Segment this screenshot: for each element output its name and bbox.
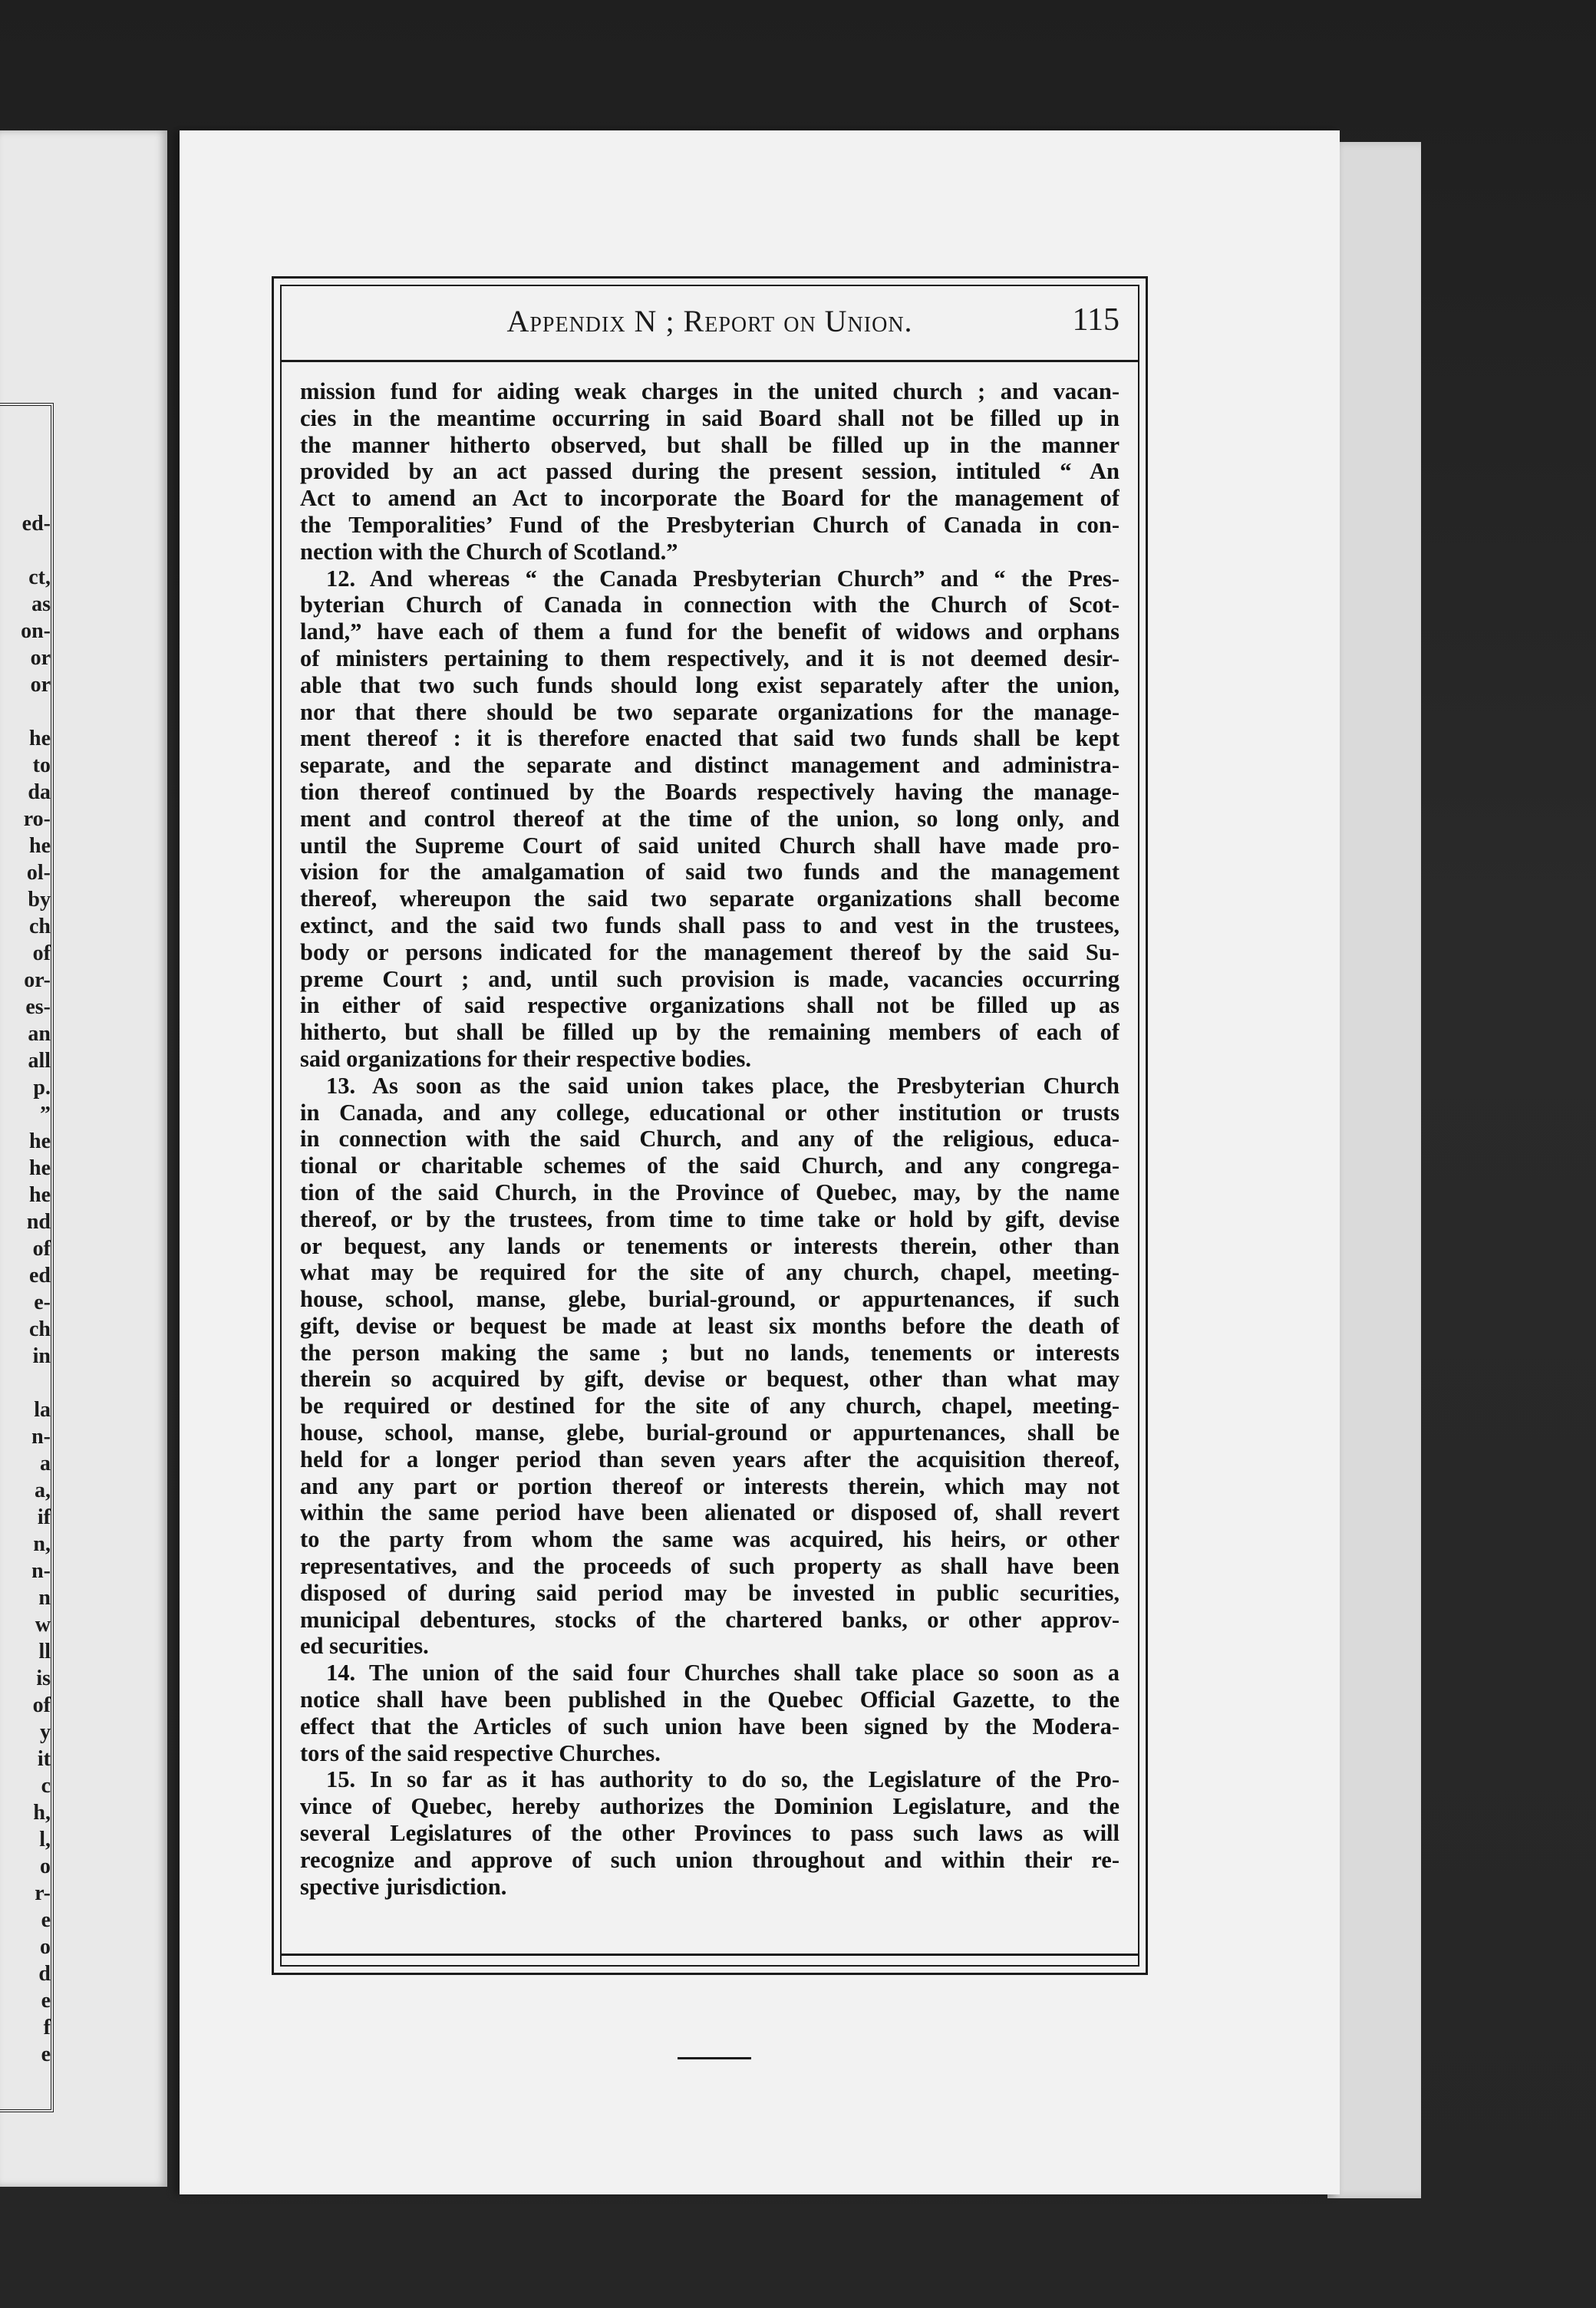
text-line: municipal debentures, stocks of the chartered banks, or other approv-: [300, 1606, 1120, 1633]
text-line: byterian Church of Canada in connection with the Church of Scot-: [300, 592, 1120, 618]
text-line: be required or destined for the site of any church, chapel, meeting-: [300, 1393, 1120, 1419]
fragment-line: he: [29, 727, 51, 750]
fragment-line: is: [36, 1667, 51, 1690]
text-line: effect that the Articles of such union have been signed by the Modera-: [300, 1713, 1120, 1739]
fragment-line: it: [37, 1747, 51, 1771]
text-line: tional or charitable schemes of the said Church, and any congrega-: [300, 1152, 1120, 1179]
fragment-line: if: [37, 1505, 51, 1529]
fragment-line: [6, 1370, 51, 1396]
text-line: hitherto, but shall be filled up by the remaining members of each of: [300, 1019, 1120, 1046]
text-line: house, school, manse, glebe, burial-ground or appurtenances, shall be: [300, 1419, 1120, 1446]
fragment-line: on-: [21, 619, 51, 643]
text-line: and any part or portion thereof or interests therein, which may not: [300, 1472, 1120, 1499]
text-line: representatives, and the proceeds of such property as shall have been: [300, 1553, 1120, 1580]
fragment-line: ”: [40, 1103, 51, 1126]
text-line: nection with the Church of Scotland.”: [300, 538, 678, 565]
text-line: tion of the said Church, in the Province of Quebec, may, by the name: [300, 1179, 1120, 1205]
text-line: in connection with the said Church, and any of the religious, educa-: [300, 1126, 1120, 1152]
fragment-line: an: [28, 1022, 51, 1046]
fragment-line: [6, 537, 51, 564]
fragment-line: e: [41, 1989, 51, 2013]
text-line: land,” have each of them a fund for the benefit of widows and orphans: [300, 618, 1120, 645]
text-line: cies in the meantime occurring in said Board shall not be filled up in: [300, 404, 1120, 431]
page-frame: [272, 276, 1148, 1975]
fragment-line: f: [43, 2016, 51, 2039]
text-line: notice shall have been published in the Quebec Official Gazette, to the: [300, 1686, 1120, 1713]
fragment-line: a: [40, 1452, 51, 1475]
page-header: [282, 286, 1138, 362]
fragment-line: he: [29, 1183, 51, 1207]
text-line: 13. As soon as the said union takes place, the Presbyterian Church: [326, 1072, 1120, 1099]
previous-page-text-fragments: [6, 510, 51, 2068]
body-text: [300, 378, 1120, 1900]
fragment-line: or: [30, 646, 51, 670]
fragment-line: la: [34, 1398, 51, 1422]
fragment-line: by: [28, 888, 51, 912]
fragment-line: n: [38, 1586, 51, 1610]
text-line: the Temporalities’ Fund of the Presbyterian Church of Canada in con-: [300, 511, 1120, 538]
fragment-line: ol-: [26, 861, 51, 885]
text-line: preme Court ; and, until such provision is made, vacancies occurring: [300, 965, 1120, 992]
text-line: ed securities.: [300, 1633, 429, 1660]
text-line: separate, and the separate and distinct management and administra-: [300, 752, 1120, 779]
fragment-line: or: [30, 673, 51, 697]
text-line: ment and control thereof at the time of the union, so long only, and: [300, 805, 1120, 832]
text-line: in either of said respective organizations shall not be filled up as: [300, 992, 1120, 1019]
fragment-line: a,: [35, 1479, 51, 1502]
fragment-line: c: [41, 1774, 51, 1798]
text-line: able that two such funds should long exist separately after the union,: [300, 671, 1120, 698]
end-rule: [678, 2057, 751, 2059]
text-line: provided by an act passed during the present session, intituled “ An: [300, 458, 1120, 485]
text-line: tors of the said respective Churches.: [300, 1739, 661, 1766]
text-line: 14. The union of the said four Churches shall take place so soon as a: [326, 1660, 1120, 1686]
fragment-line: ro-: [23, 807, 51, 831]
text-line: the person making the same ; but no lands, tenements or interests: [300, 1339, 1120, 1366]
text-line: therein so acquired by gift, devise or bequest, other than what may: [300, 1366, 1120, 1393]
text-line: several Legislatures of the other Provinces to pass such laws as will: [300, 1820, 1120, 1847]
fragment-line: y: [40, 1720, 51, 1744]
text-line: thereof, or by the trustees, from time to time take or hold by gift, devise: [300, 1205, 1120, 1232]
page-frame-inner: [280, 285, 1139, 1967]
text-line: or bequest, any lands or tenements or interests therein, other than: [300, 1232, 1120, 1259]
text-line: within the same period have been alienated or disposed of, shall revert: [300, 1499, 1120, 1526]
text-line: of ministers pertaining to them respectively, and it is not deemed desir-: [300, 645, 1120, 671]
text-line: nor that there should be two separate organizations for the manage-: [300, 698, 1120, 725]
fragment-line: e-: [34, 1291, 51, 1314]
fragment-line: n-: [31, 1425, 51, 1449]
text-line: to the party from whom the same was acquired, his heirs, or other: [300, 1526, 1120, 1553]
running-head: Appendix N ; Report on Union.: [506, 304, 913, 338]
fragment-line: o: [40, 1935, 51, 1959]
fragment-line: of: [32, 1237, 51, 1261]
next-leaf-edge: [1327, 142, 1421, 2198]
fragment-line: ed-: [21, 512, 51, 536]
text-line: 15. In so far as it has authority to do so, the Legislature of the Pro-: [326, 1766, 1120, 1793]
page-number: 115: [1072, 302, 1120, 338]
fragment-line: ct,: [28, 565, 51, 589]
text-line: body or persons indicated for the management thereof by the said Su-: [300, 938, 1120, 965]
text-line: recognize and approve of such union throughout and within their re-: [300, 1846, 1120, 1873]
fragment-line: of: [32, 1693, 51, 1717]
fragment-line: p.: [33, 1076, 51, 1100]
fragment-line: ch: [29, 1317, 51, 1341]
fragment-line: o: [40, 1855, 51, 1878]
fragment-line: e: [41, 2043, 51, 2066]
fragment-line: he: [29, 1156, 51, 1180]
fragment-line: es-: [25, 995, 51, 1019]
book-page: [180, 130, 1340, 2194]
text-line: what may be required for the site of any church, chapel, meeting-: [300, 1259, 1120, 1286]
fragment-line: he: [29, 1129, 51, 1153]
text-line: tion thereof continued by the Boards respectively having the manage-: [300, 778, 1120, 805]
fragment-line: [6, 698, 51, 725]
fragment-line: of: [32, 941, 51, 965]
text-line: ment thereof : it is therefore enacted that said two funds shall be kept: [300, 725, 1120, 752]
text-line: gift, devise or bequest be made at least six months before the death of: [300, 1312, 1120, 1339]
fragment-line: r-: [35, 1881, 51, 1905]
text-line: extinct, and the said two funds shall pass to and vest in the trustees,: [300, 912, 1120, 938]
fragment-line: to: [32, 753, 51, 777]
text-line: thereof, whereupon the said two separate organizations shall become: [300, 885, 1120, 912]
fragment-line: da: [28, 780, 51, 804]
text-line: mission fund for aiding weak charges in the united church ; and vacan-: [300, 378, 1120, 404]
fragment-line: as: [31, 592, 51, 616]
text-line: spective jurisdiction.: [300, 1873, 507, 1900]
text-line: vince of Quebec, hereby authorizes the Dominion Legislature, and the: [300, 1793, 1120, 1820]
text-line: said organizations for their respective bodies.: [300, 1045, 751, 1072]
text-line: in Canada, and any college, educational or other institution or trusts: [300, 1099, 1120, 1126]
fragment-line: n,: [33, 1532, 51, 1556]
fragment-line: all: [28, 1049, 51, 1073]
text-line: held for a longer period than seven years after the acquisition thereof,: [300, 1446, 1120, 1472]
fragment-line: h,: [33, 1801, 51, 1825]
text-line: disposed of during said period may be invested in public securities,: [300, 1579, 1120, 1606]
fragment-line: or-: [24, 968, 51, 992]
fragment-line: he: [29, 834, 51, 858]
fragment-line: w: [35, 1613, 51, 1637]
text-line: Act to amend an Act to incorporate the Board for the management of: [300, 485, 1120, 512]
fragment-line: l,: [39, 1828, 51, 1851]
fragment-line: e: [41, 1908, 51, 1932]
fragment-line: ch: [29, 915, 51, 938]
text-line: house, school, manse, glebe, burial-ground, or appurtenances, if such: [300, 1286, 1120, 1313]
text-line: 12. And whereas “ the Canada Presbyterian Church” and “ the Pres-: [326, 565, 1120, 592]
fragment-line: d: [38, 1962, 51, 1986]
fragment-line: ll: [38, 1640, 51, 1663]
bottom-rule: [282, 1954, 1138, 1965]
fragment-line: nd: [26, 1210, 51, 1234]
text-line: vision for the amalgamation of said two funds and the management: [300, 859, 1120, 885]
previous-page-fragment: [0, 130, 167, 2187]
fragment-line: in: [32, 1344, 51, 1368]
fragment-line: ed: [29, 1264, 51, 1288]
text-line: until the Supreme Court of said united Church shall have made pro-: [300, 832, 1120, 859]
fragment-line: n-: [31, 1559, 51, 1583]
text-line: the manner hitherto observed, but shall be filled up in the manner: [300, 431, 1120, 458]
